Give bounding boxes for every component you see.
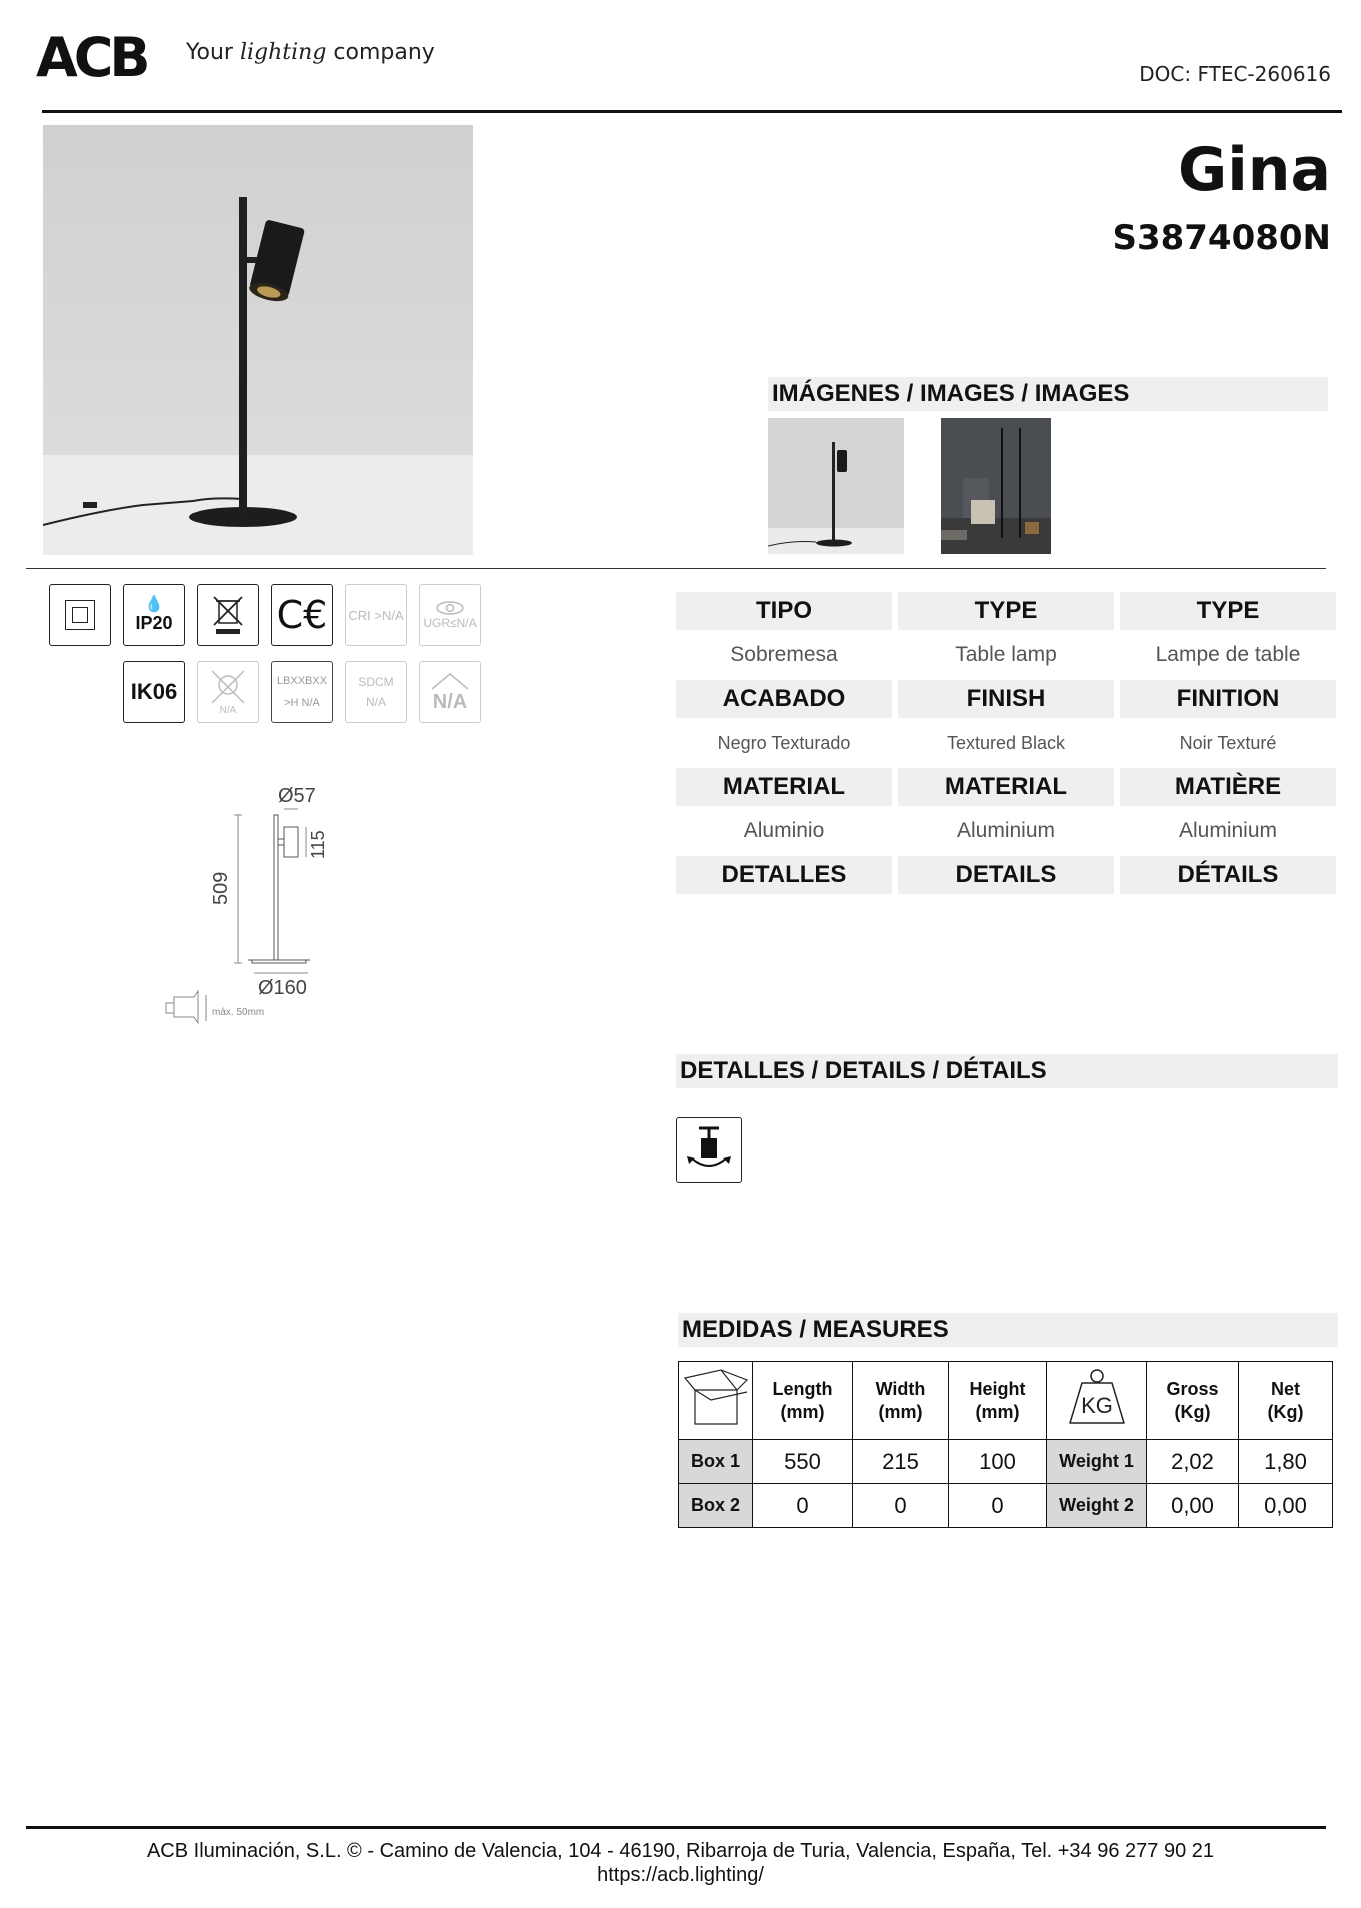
gross-value: 2,02 xyxy=(1147,1440,1239,1484)
height-value: 100 xyxy=(949,1440,1047,1484)
weight-label: Weight 2 xyxy=(1047,1484,1147,1528)
spec-header-cell: DETALLES xyxy=(676,856,892,894)
middle-rule xyxy=(26,568,1326,569)
ugr-label: UGR≤N/A xyxy=(423,616,477,630)
spec-value-row xyxy=(676,724,1336,762)
dimmable-icon xyxy=(197,661,259,723)
spec-value-cell: Table lamp xyxy=(955,643,1057,666)
thumbnail-ambient[interactable] xyxy=(941,418,1051,554)
measures-section-title: MEDIDAS / MEASURES xyxy=(678,1313,1338,1347)
lifetime-icon xyxy=(271,661,333,723)
dim-base-diameter: Ø160 xyxy=(258,977,307,999)
spec-value-cell: Noir Texturé xyxy=(1179,733,1277,753)
gross-header: Gross (Kg) xyxy=(1147,1362,1239,1440)
spec-header-cell: TIPO xyxy=(676,592,892,630)
kg-label: KG xyxy=(1080,1392,1113,1418)
box-label: Box 2 xyxy=(679,1484,753,1528)
spec-value-cell: Aluminio xyxy=(743,819,825,842)
spec-value-cell: Aluminium xyxy=(956,819,1056,842)
height-header: Height (mm) xyxy=(949,1362,1047,1440)
kg-weight-icon xyxy=(1047,1362,1147,1440)
ik-rating-icon xyxy=(123,661,185,723)
technical-drawing xyxy=(150,785,370,1035)
sdcm-label: SDCM xyxy=(358,675,394,689)
spec-table xyxy=(676,592,1336,900)
ip-rating-label: IP20 xyxy=(135,612,173,633)
spec-header-cell: MATERIAL xyxy=(676,768,892,806)
doc-reference: DOC: FTEC-260616 xyxy=(1139,62,1331,86)
acb-logo: ACB xyxy=(36,26,147,89)
cri-label: CRI >N/A xyxy=(348,607,404,623)
box-label: Box 1 xyxy=(679,1440,753,1484)
spec-header-cell: MATERIAL xyxy=(898,768,1114,806)
tagline xyxy=(186,40,435,65)
spec-header-cell: FINITION xyxy=(1120,680,1336,718)
net-value: 1,80 xyxy=(1239,1440,1333,1484)
spec-header-cell: DÉTAILS xyxy=(1120,856,1336,894)
beam-angle-label: N/A xyxy=(432,690,468,713)
bulb-note: máx. 50mm xyxy=(212,1007,265,1018)
measures-table xyxy=(678,1361,1333,1528)
cri-icon xyxy=(345,584,407,646)
spec-value-row xyxy=(676,636,1336,674)
dim-head-height: 115 xyxy=(308,830,328,859)
details-section-title: DETALLES / DETAILS / DÉTAILS xyxy=(676,1054,1338,1088)
net-header: Net (Kg) xyxy=(1239,1362,1333,1440)
dimmable-label: N/A xyxy=(219,704,237,716)
dim-total-height: 509 xyxy=(210,871,232,905)
bottom-rule xyxy=(26,1826,1326,1829)
tagline-pre: Your xyxy=(186,40,233,65)
spec-header-row xyxy=(676,768,1336,806)
spec-value-cell: Lampe de table xyxy=(1155,643,1301,666)
weee-bin-icon xyxy=(197,584,259,646)
length-header: Length (mm) xyxy=(753,1362,853,1440)
top-rule xyxy=(42,110,1342,113)
gross-value: 0,00 xyxy=(1147,1484,1239,1528)
height-value: 0 xyxy=(949,1484,1047,1528)
length-value: 550 xyxy=(753,1440,853,1484)
ip-rating-icon: 💧 IP20 xyxy=(123,584,185,646)
spec-header-row xyxy=(676,856,1336,894)
spec-header-cell: FINISH xyxy=(898,680,1114,718)
table-row xyxy=(679,1440,1333,1484)
lifetime-sub: >H N/A xyxy=(284,697,320,709)
ugr-icon xyxy=(419,584,481,646)
lifetime-label: LBXXBXX xyxy=(276,675,328,687)
spec-value-row xyxy=(676,812,1336,850)
spec-value-cell: Textured Black xyxy=(946,733,1066,753)
tagline-post: company xyxy=(333,40,435,65)
ik-rating-label: IK06 xyxy=(130,679,178,704)
thumbnail-product[interactable] xyxy=(768,418,904,554)
spec-header-cell: DETAILS xyxy=(898,856,1114,894)
length-value: 0 xyxy=(753,1484,853,1528)
spec-value-cell: Aluminium xyxy=(1178,819,1278,842)
adjustable-head-icon xyxy=(676,1117,742,1183)
weight-label: Weight 1 xyxy=(1047,1440,1147,1484)
class-ii-icon xyxy=(49,584,111,646)
spec-header-cell: TYPE xyxy=(1120,592,1336,630)
tagline-emphasis: lighting xyxy=(239,40,327,65)
product-code: S3874080N xyxy=(1112,218,1331,258)
net-value: 0,00 xyxy=(1239,1484,1333,1528)
width-value: 0 xyxy=(853,1484,949,1528)
spec-header-row xyxy=(676,592,1336,630)
dim-top-diameter: Ø57 xyxy=(278,785,316,807)
width-header: Width (mm) xyxy=(853,1362,949,1440)
ce-mark-icon: C€ xyxy=(271,584,333,646)
footer-address: ACB Iluminación, S.L. © - Camino de Valencia, 104 - 46190, Ribarroja de Turia, Valencia, España, Tel. +34 96 277 90 21 xyxy=(146,1840,1215,1862)
spec-value-cell: Negro Texturado xyxy=(717,733,851,753)
footer-website[interactable]: https://acb.lighting/ xyxy=(597,1864,764,1886)
spec-header-row xyxy=(676,680,1336,718)
box-icon xyxy=(679,1362,753,1440)
spec-header-cell: TYPE xyxy=(898,592,1114,630)
spec-header-cell: ACABADO xyxy=(676,680,892,718)
sdcm-icon xyxy=(345,661,407,723)
beam-angle-icon xyxy=(419,661,481,723)
spec-value-cell: Sobremesa xyxy=(730,643,838,666)
main-product-photo xyxy=(43,125,473,555)
sdcm-sub: N/A xyxy=(365,695,386,709)
spec-header-cell: MATIÈRE xyxy=(1120,768,1336,806)
width-value: 215 xyxy=(853,1440,949,1484)
table-row xyxy=(679,1484,1333,1528)
product-name: Gina xyxy=(1177,135,1331,205)
images-section-title: IMÁGENES / IMAGES / IMAGES xyxy=(768,377,1328,411)
